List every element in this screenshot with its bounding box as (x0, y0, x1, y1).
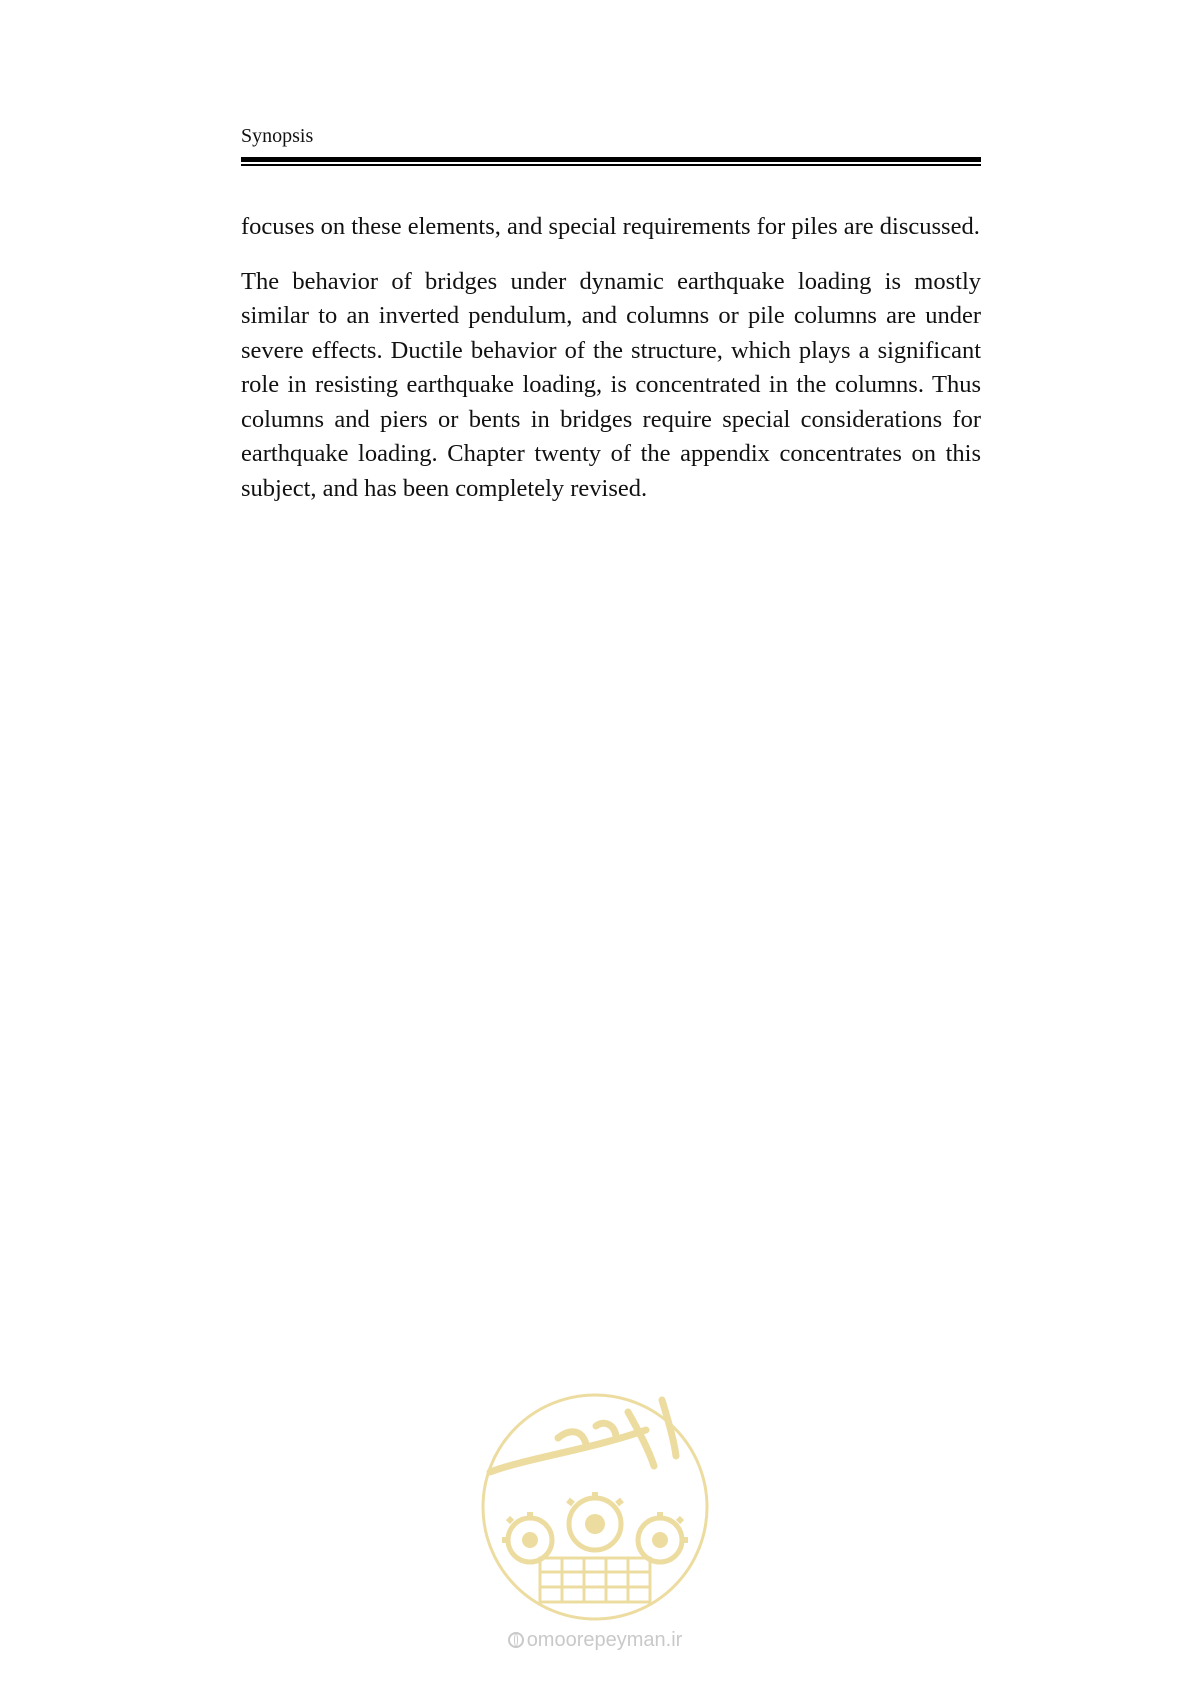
paragraph-1: focuses on these elements, and special requirements for piles are discussed. (241, 213, 980, 240)
running-header-title: Synopsis (241, 125, 314, 147)
watermark-url (480, 1628, 710, 1652)
globe-icon (508, 1632, 524, 1648)
watermark-url-text: omoorepeyman.ir (526, 1629, 683, 1651)
header-rule-thick (241, 157, 981, 162)
paragraph-2: The behavior of bridges under dynamic earthquake loading is mostly similar to an inverted pendulum, and columns or pile columns are under severe effects. Ductile behavior of the structure, which plays a significant role in resisting earthquake loading, is concentrated in the columns. Thus columns and piers or bents in bridges require special considerations for earthquake loading. Chapter twenty of the appendix concentrates on this subject, and has been completely revised. (241, 267, 981, 502)
header-rule-thin (241, 164, 981, 166)
body-text (241, 210, 981, 526)
gear-seal-logo-icon (478, 1390, 712, 1624)
